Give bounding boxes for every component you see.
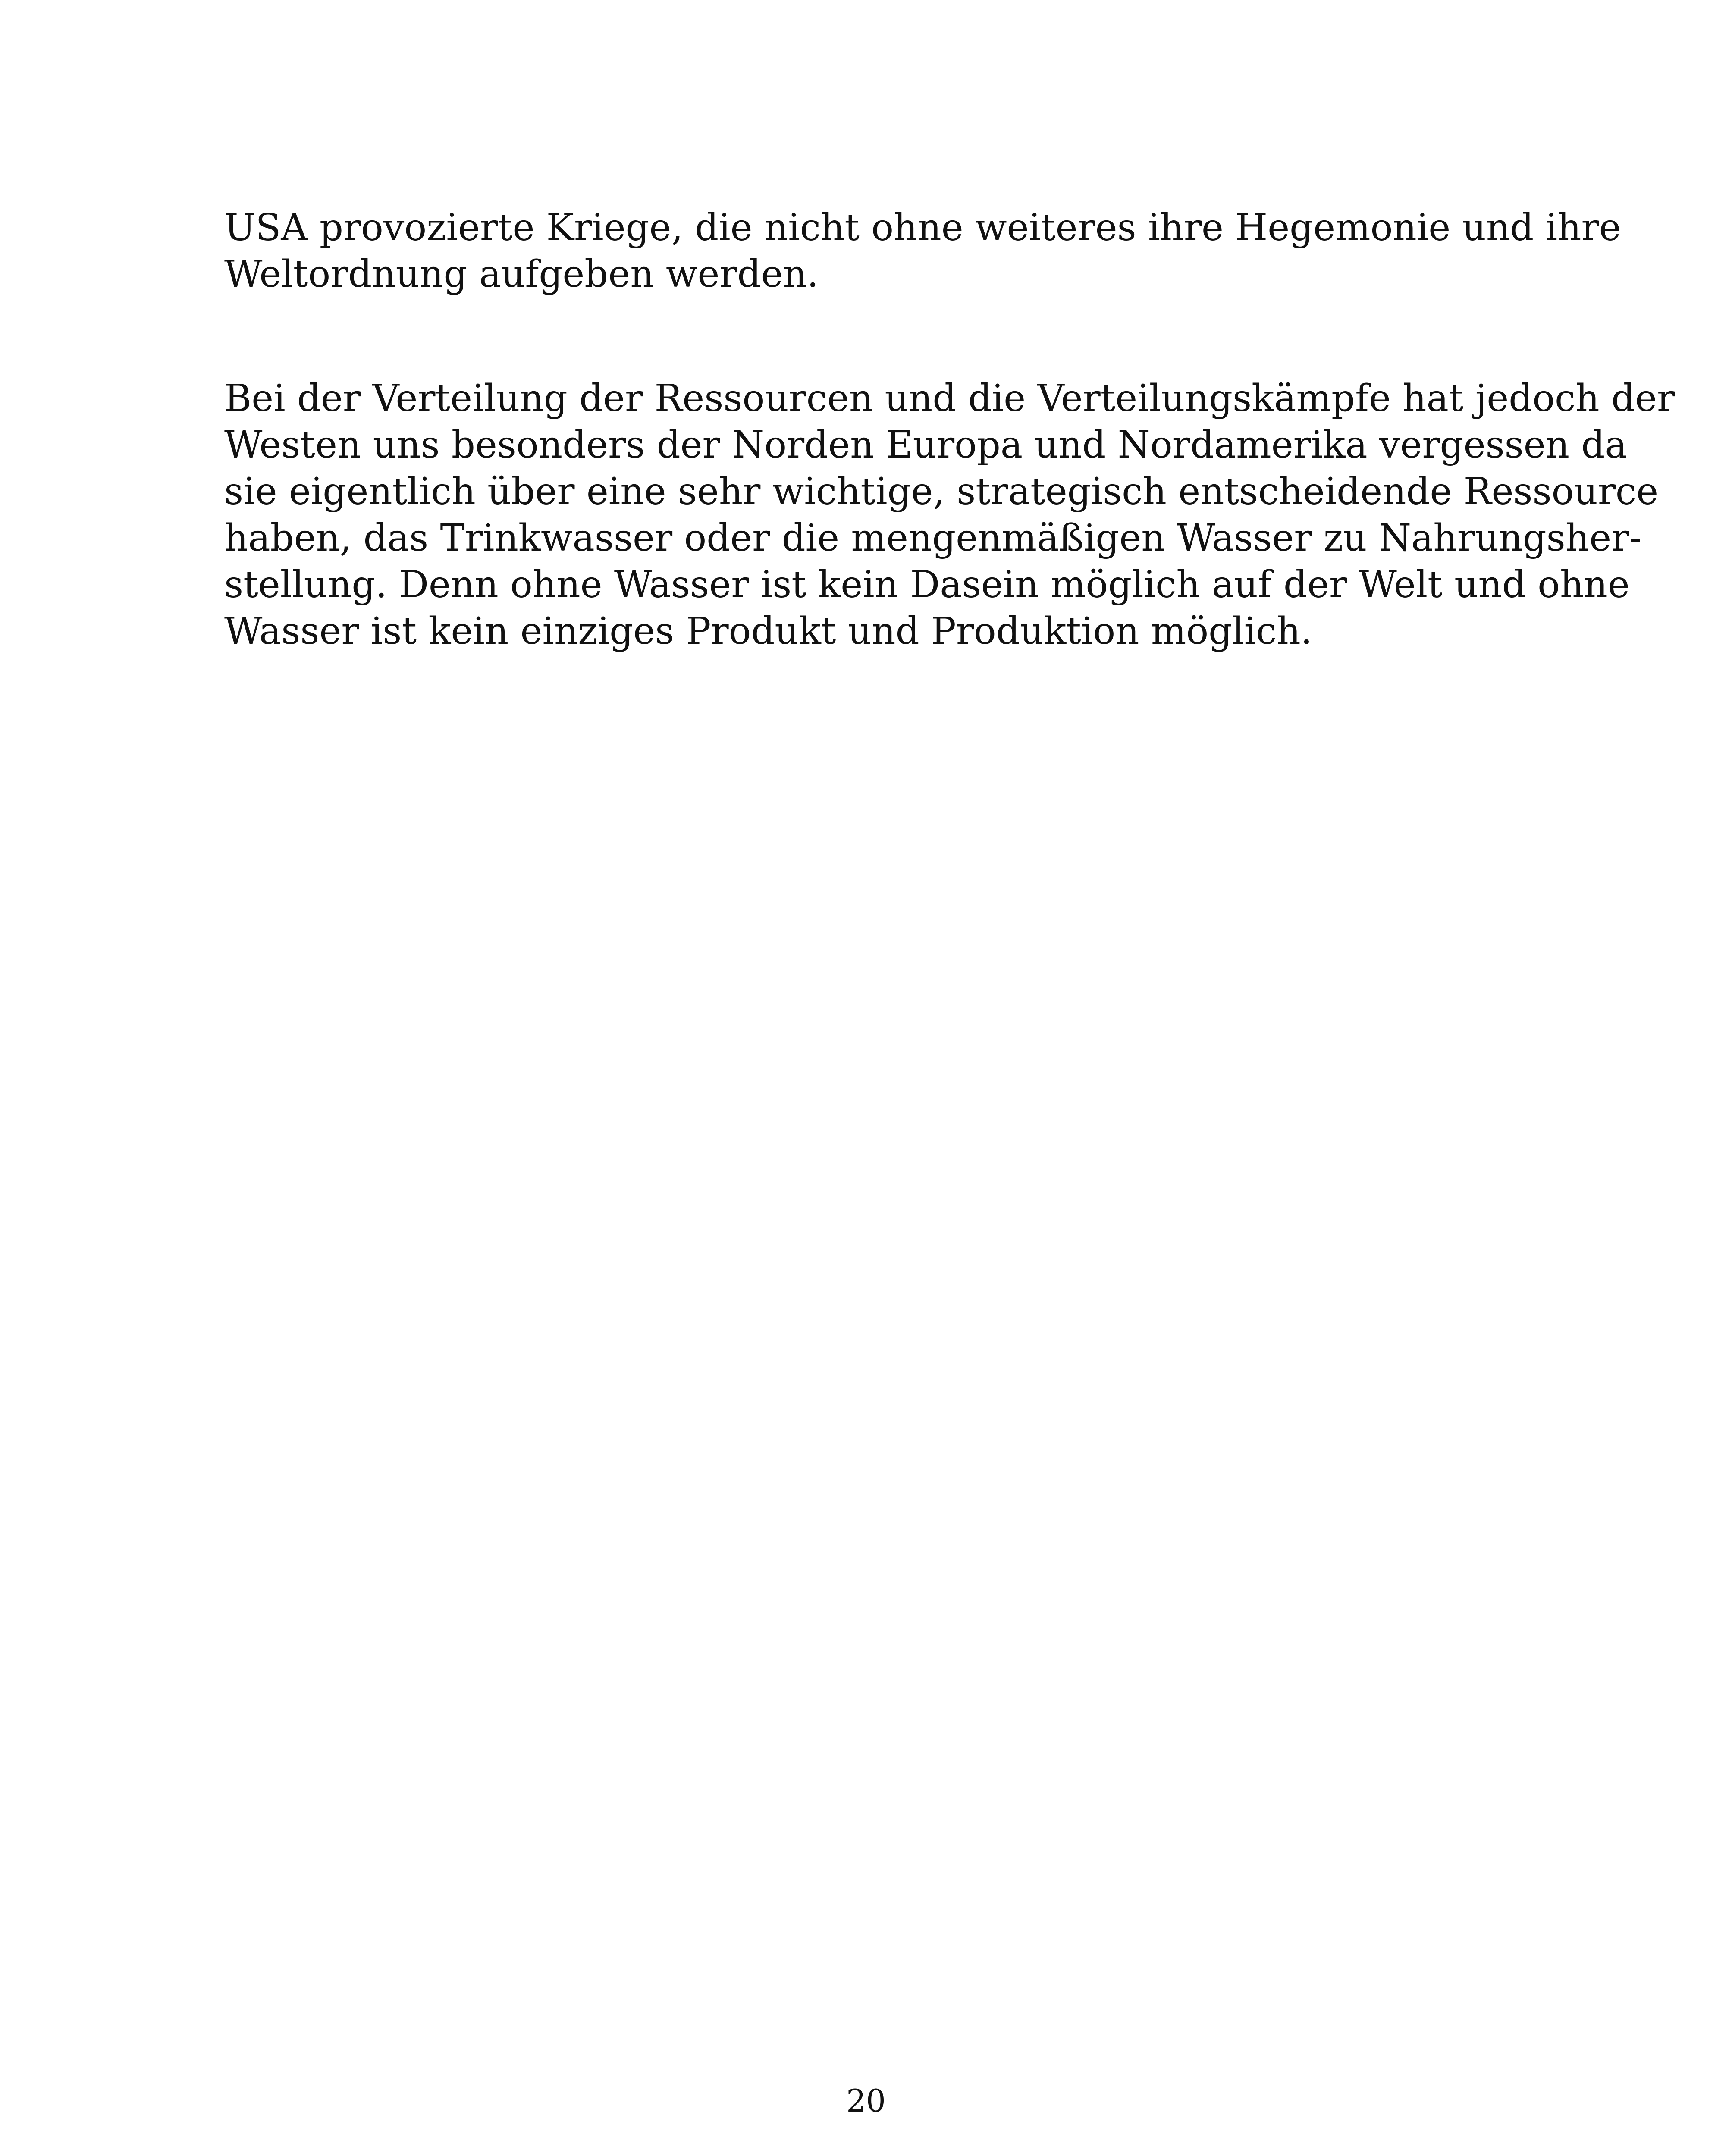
paragraph-line: sie eigentlich über eine sehr wichtige, strategisch entscheidende Ressource	[224, 470, 1658, 513]
page-number: 20	[846, 2083, 886, 2119]
paragraph-line: Weltordnung aufgeben werden.	[224, 253, 819, 296]
paragraph-line: USA provozierte Kriege, die nicht ohne weiteres ihre Hegemonie und ihre	[224, 206, 1621, 249]
paragraph-line: haben, das Trinkwasser oder die mengenmäßigen Wasser zu Nahrungsher-	[224, 517, 1642, 560]
paragraph-1	[224, 204, 1621, 298]
paragraph-line: Bei der Verteilung der Ressourcen und die Verteilungskämpfe hat jedoch der	[224, 377, 1675, 420]
paragraph-line: stellung. Denn ohne Wasser ist kein Dasein möglich auf der Welt und ohne	[224, 563, 1630, 606]
paragraph-line: Westen uns besonders der Norden Europa und Nordamerika vergessen da	[224, 423, 1627, 467]
paragraph-2	[224, 375, 1675, 655]
paragraph-line: Wasser ist kein einziges Produkt und Produktion möglich.	[224, 610, 1313, 653]
